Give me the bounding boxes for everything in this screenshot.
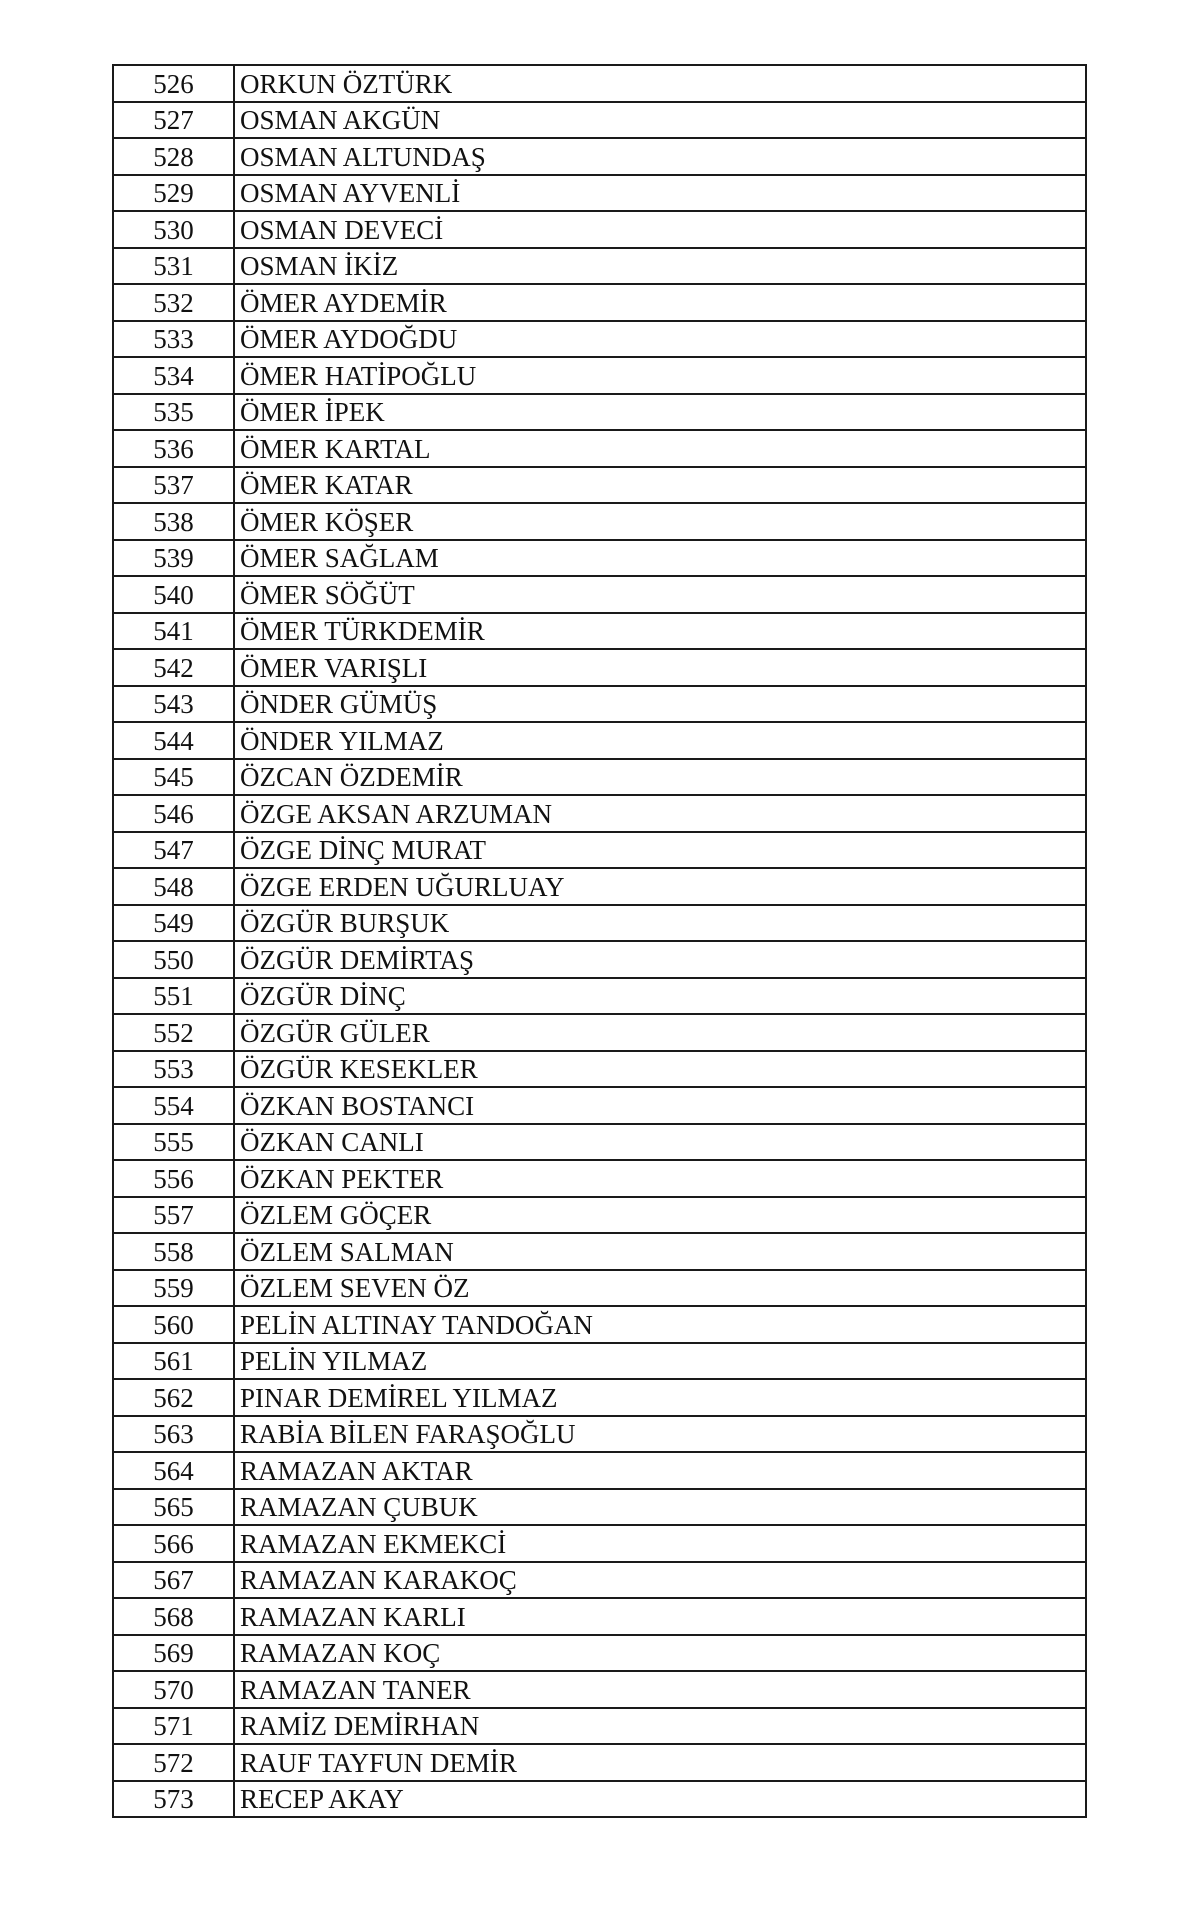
table-row — [113, 686, 1086, 723]
person-name-cell: ÖMER TÜRKDEMİR — [234, 613, 1086, 650]
row-number-cell: 570 — [113, 1671, 234, 1708]
table-row — [113, 1635, 1086, 1672]
table-row — [113, 1416, 1086, 1453]
table-row — [113, 1160, 1086, 1197]
row-number-cell: 558 — [113, 1233, 234, 1270]
person-name-cell: PINAR DEMİREL YILMAZ — [234, 1379, 1086, 1416]
row-number-cell: 573 — [113, 1781, 234, 1818]
name-list-body — [113, 65, 1086, 1817]
person-name-cell: ÖMER SAĞLAM — [234, 540, 1086, 577]
table-row — [113, 1379, 1086, 1416]
row-number-cell: 564 — [113, 1452, 234, 1489]
table-row — [113, 430, 1086, 467]
person-name-cell: PELİN ALTINAY TANDOĞAN — [234, 1306, 1086, 1343]
person-name-cell: ÖMER SÖĞÜT — [234, 576, 1086, 613]
row-number-cell: 562 — [113, 1379, 234, 1416]
table-row — [113, 649, 1086, 686]
table-row — [113, 1087, 1086, 1124]
row-number-cell: 544 — [113, 722, 234, 759]
person-name-cell: ÖZGE ERDEN UĞURLUAY — [234, 868, 1086, 905]
row-number-cell: 541 — [113, 613, 234, 650]
person-name-cell: PELİN YILMAZ — [234, 1343, 1086, 1380]
row-number-cell: 551 — [113, 978, 234, 1015]
row-number-cell: 530 — [113, 211, 234, 248]
row-number-cell: 561 — [113, 1343, 234, 1380]
table-row — [113, 540, 1086, 577]
person-name-cell: ÖZGE DİNÇ MURAT — [234, 832, 1086, 869]
row-number-cell: 527 — [113, 102, 234, 139]
table-row — [113, 248, 1086, 285]
row-number-cell: 539 — [113, 540, 234, 577]
table-row — [113, 1233, 1086, 1270]
row-number-cell: 548 — [113, 868, 234, 905]
row-number-cell: 550 — [113, 941, 234, 978]
person-name-cell: RAMİZ DEMİRHAN — [234, 1708, 1086, 1745]
table-row — [113, 722, 1086, 759]
row-number-cell: 535 — [113, 394, 234, 431]
row-number-cell: 565 — [113, 1489, 234, 1526]
row-number-cell: 555 — [113, 1124, 234, 1161]
person-name-cell: ÖZGÜR DEMİRTAŞ — [234, 941, 1086, 978]
row-number-cell: 547 — [113, 832, 234, 869]
table-row — [113, 868, 1086, 905]
row-number-cell: 553 — [113, 1051, 234, 1088]
person-name-cell: RAUF TAYFUN DEMİR — [234, 1744, 1086, 1781]
row-number-cell: 552 — [113, 1014, 234, 1051]
person-name-cell: RAMAZAN KARAKOÇ — [234, 1562, 1086, 1599]
row-number-cell: 568 — [113, 1598, 234, 1635]
table-row — [113, 357, 1086, 394]
row-number-cell: 567 — [113, 1562, 234, 1599]
person-name-cell: RAMAZAN KARLI — [234, 1598, 1086, 1635]
person-name-cell: ORKUN ÖZTÜRK — [234, 65, 1086, 102]
table-row — [113, 1708, 1086, 1745]
row-number-cell: 532 — [113, 284, 234, 321]
person-name-cell: ÖNDER YILMAZ — [234, 722, 1086, 759]
person-name-cell: ÖMER KÖŞER — [234, 503, 1086, 540]
person-name-cell: ÖZLEM SALMAN — [234, 1233, 1086, 1270]
row-number-cell: 569 — [113, 1635, 234, 1672]
table-row — [113, 1270, 1086, 1307]
row-number-cell: 554 — [113, 1087, 234, 1124]
row-number-cell: 526 — [113, 65, 234, 102]
table-row — [113, 1781, 1086, 1818]
person-name-cell: RABİA BİLEN FARAŞOĞLU — [234, 1416, 1086, 1453]
row-number-cell: 540 — [113, 576, 234, 613]
person-name-cell: OSMAN ALTUNDAŞ — [234, 138, 1086, 175]
table-row — [113, 832, 1086, 869]
person-name-cell: ÖMER VARIŞLI — [234, 649, 1086, 686]
row-number-cell: 533 — [113, 321, 234, 358]
person-name-cell: OSMAN AKGÜN — [234, 102, 1086, 139]
table-row — [113, 1051, 1086, 1088]
table-row — [113, 1489, 1086, 1526]
row-number-cell: 542 — [113, 649, 234, 686]
table-row — [113, 1124, 1086, 1161]
person-name-cell: ÖZKAN CANLI — [234, 1124, 1086, 1161]
person-name-cell: RAMAZAN EKMEKCİ — [234, 1525, 1086, 1562]
person-name-cell: ÖMER AYDEMİR — [234, 284, 1086, 321]
person-name-cell: RAMAZAN ÇUBUK — [234, 1489, 1086, 1526]
person-name-cell: ÖZLEM SEVEN ÖZ — [234, 1270, 1086, 1307]
person-name-cell: ÖZGÜR KESEKLER — [234, 1051, 1086, 1088]
table-row — [113, 905, 1086, 942]
row-number-cell: 559 — [113, 1270, 234, 1307]
table-row — [113, 394, 1086, 431]
table-row — [113, 1598, 1086, 1635]
table-row — [113, 941, 1086, 978]
person-name-cell: ÖZCAN ÖZDEMİR — [234, 759, 1086, 796]
person-name-cell: RAMAZAN TANER — [234, 1671, 1086, 1708]
table-row — [113, 576, 1086, 613]
table-row — [113, 1562, 1086, 1599]
table-row — [113, 138, 1086, 175]
row-number-cell: 566 — [113, 1525, 234, 1562]
person-name-cell: RECEP AKAY — [234, 1781, 1086, 1818]
name-list-table — [112, 64, 1087, 1818]
person-name-cell: ÖZKAN PEKTER — [234, 1160, 1086, 1197]
row-number-cell: 536 — [113, 430, 234, 467]
person-name-cell: ÖZGÜR DİNÇ — [234, 978, 1086, 1015]
person-name-cell: ÖMER HATİPOĞLU — [234, 357, 1086, 394]
table-row — [113, 175, 1086, 212]
person-name-cell: RAMAZAN KOÇ — [234, 1635, 1086, 1672]
person-name-cell: ÖMER İPEK — [234, 394, 1086, 431]
table-row — [113, 321, 1086, 358]
person-name-cell: OSMAN DEVECİ — [234, 211, 1086, 248]
row-number-cell: 546 — [113, 795, 234, 832]
row-number-cell: 571 — [113, 1708, 234, 1745]
row-number-cell: 537 — [113, 467, 234, 504]
table-row — [113, 978, 1086, 1015]
row-number-cell: 549 — [113, 905, 234, 942]
person-name-cell: OSMAN AYVENLİ — [234, 175, 1086, 212]
person-name-cell: RAMAZAN AKTAR — [234, 1452, 1086, 1489]
person-name-cell: ÖZGÜR BURŞUK — [234, 905, 1086, 942]
row-number-cell: 543 — [113, 686, 234, 723]
table-row — [113, 1452, 1086, 1489]
person-name-cell: ÖZGE AKSAN ARZUMAN — [234, 795, 1086, 832]
table-row — [113, 1343, 1086, 1380]
table-row — [113, 1197, 1086, 1234]
row-number-cell: 560 — [113, 1306, 234, 1343]
table-row — [113, 613, 1086, 650]
person-name-cell: ÖMER AYDOĞDU — [234, 321, 1086, 358]
table-row — [113, 1306, 1086, 1343]
person-name-cell: ÖMER KATAR — [234, 467, 1086, 504]
row-number-cell: 538 — [113, 503, 234, 540]
row-number-cell: 531 — [113, 248, 234, 285]
row-number-cell: 563 — [113, 1416, 234, 1453]
table-row — [113, 759, 1086, 796]
person-name-cell: ÖNDER GÜMÜŞ — [234, 686, 1086, 723]
row-number-cell: 528 — [113, 138, 234, 175]
row-number-cell: 556 — [113, 1160, 234, 1197]
person-name-cell: ÖMER KARTAL — [234, 430, 1086, 467]
table-row — [113, 211, 1086, 248]
table-row — [113, 1671, 1086, 1708]
row-number-cell: 529 — [113, 175, 234, 212]
table-row — [113, 503, 1086, 540]
person-name-cell: OSMAN İKİZ — [234, 248, 1086, 285]
row-number-cell: 534 — [113, 357, 234, 394]
table-row — [113, 795, 1086, 832]
table-row — [113, 65, 1086, 102]
person-name-cell: ÖZLEM GÖÇER — [234, 1197, 1086, 1234]
person-name-cell: ÖZKAN BOSTANCI — [234, 1087, 1086, 1124]
table-row — [113, 1525, 1086, 1562]
row-number-cell: 572 — [113, 1744, 234, 1781]
table-row — [113, 1014, 1086, 1051]
table-row — [113, 284, 1086, 321]
table-row — [113, 1744, 1086, 1781]
person-name-cell: ÖZGÜR GÜLER — [234, 1014, 1086, 1051]
table-row — [113, 102, 1086, 139]
table-row — [113, 467, 1086, 504]
row-number-cell: 557 — [113, 1197, 234, 1234]
row-number-cell: 545 — [113, 759, 234, 796]
